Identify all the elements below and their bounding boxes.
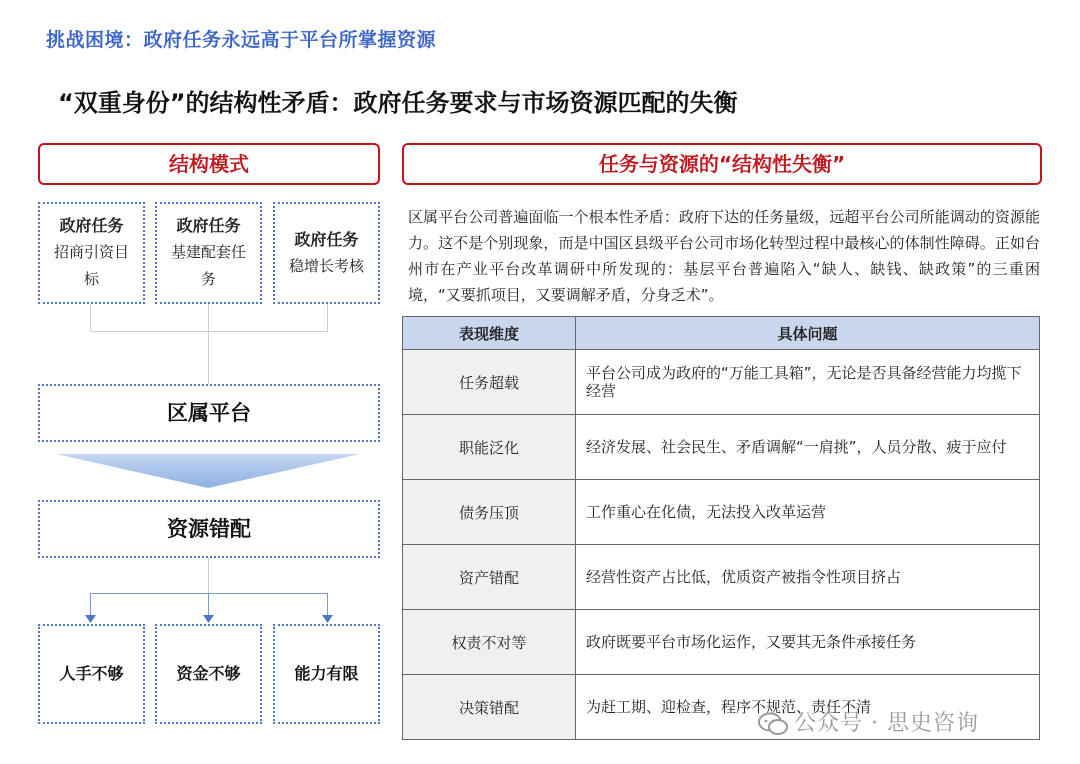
connector-line — [208, 304, 209, 384]
down-arrow-icon — [56, 454, 360, 488]
task-box-3 — [273, 202, 380, 304]
arrowhead-icon — [203, 615, 214, 623]
task-box-2 — [155, 202, 262, 304]
dimension-cell: 职能泛化 — [403, 415, 576, 480]
resource-mismatch-box: 资源错配 — [38, 500, 380, 558]
column-header-issue: 具体问题 — [576, 317, 1040, 350]
table-row — [403, 480, 1040, 545]
wechat-icon — [758, 712, 788, 736]
dimension-cell: 债务压顶 — [403, 480, 576, 545]
page-title: “双重身份”的结构性矛盾：政府任务要求与市场资源匹配的失衡 — [58, 89, 738, 117]
outcome-box-2: 资金不够 — [155, 624, 262, 724]
outcome-box-3: 能力有限 — [273, 624, 380, 724]
task-title: 政府任务 — [176, 216, 241, 235]
issue-cell: 为赶工期、迎检查，程序不规范、责任不清 — [576, 675, 1040, 740]
task-box-1 — [38, 202, 145, 304]
column-header-dimension: 表现维度 — [403, 317, 576, 350]
connector-line — [208, 558, 209, 594]
arrowhead-icon — [85, 615, 96, 623]
intro-paragraph: 区属平台公司普遍面临一个根本性矛盾：政府下达的任务量级，远超平台公司所能调动的资源能力。这不是个别现象，而是中国区县级平台公司市场化转型过程中最核心的体制性障碍。正如台州市在产业平台改革调研中所发现的：基层平台普遍陷入“缺人、缺钱、缺政策”的三重困境，“又要抓项目，又要调解矛盾，分身乏术”。 — [408, 208, 1040, 304]
dimension-cell: 权责不对等 — [403, 610, 576, 675]
dimension-cell: 任务超载 — [403, 350, 576, 415]
section-tag: 挑战困境：政府任务永远高于平台所掌握资源 — [46, 29, 437, 51]
dimension-cell: 资产错配 — [403, 545, 576, 610]
issue-cell: 经济发展、社会民生、矛盾调解“一肩挑”，人员分散、疲于应付 — [576, 415, 1040, 480]
connector-line — [90, 593, 328, 594]
task-desc: 招商引资目标 — [53, 243, 129, 288]
issue-cell: 平台公司成为政府的“万能工具箱”，无论是否具备经营能力均揽下经营 — [576, 350, 1040, 415]
structure-header: 结构模式 — [38, 143, 380, 185]
watermark — [758, 706, 979, 737]
outcome-box-1: 人手不够 — [38, 624, 145, 724]
task-desc: 稳增长考核 — [288, 257, 364, 275]
issue-cell: 工作重心在化债，无法投入改革运营 — [576, 480, 1040, 545]
table-row — [403, 350, 1040, 415]
connector-line — [327, 304, 328, 332]
table-row — [403, 415, 1040, 480]
connector-line — [90, 331, 328, 332]
arrowhead-icon — [322, 615, 333, 623]
task-title: 政府任务 — [294, 230, 359, 249]
issues-table — [402, 316, 1040, 740]
table-row — [403, 545, 1040, 610]
watermark-text: 公众号 · 思史咨询 — [794, 711, 979, 736]
task-desc: 基建配套任务 — [170, 243, 246, 288]
imbalance-header: 任务与资源的“结构性失衡” — [402, 143, 1042, 185]
table-row — [403, 610, 1040, 675]
platform-box: 区属平台 — [38, 384, 380, 442]
table-header-row — [403, 317, 1040, 350]
connector-line — [90, 304, 91, 332]
issue-cell: 政府既要平台市场化运作，又要其无条件承接任务 — [576, 610, 1040, 675]
dimension-cell: 决策错配 — [403, 675, 576, 740]
issue-cell: 经营性资产占比低，优质资产被指令性项目挤占 — [576, 545, 1040, 610]
task-title: 政府任务 — [59, 216, 124, 235]
